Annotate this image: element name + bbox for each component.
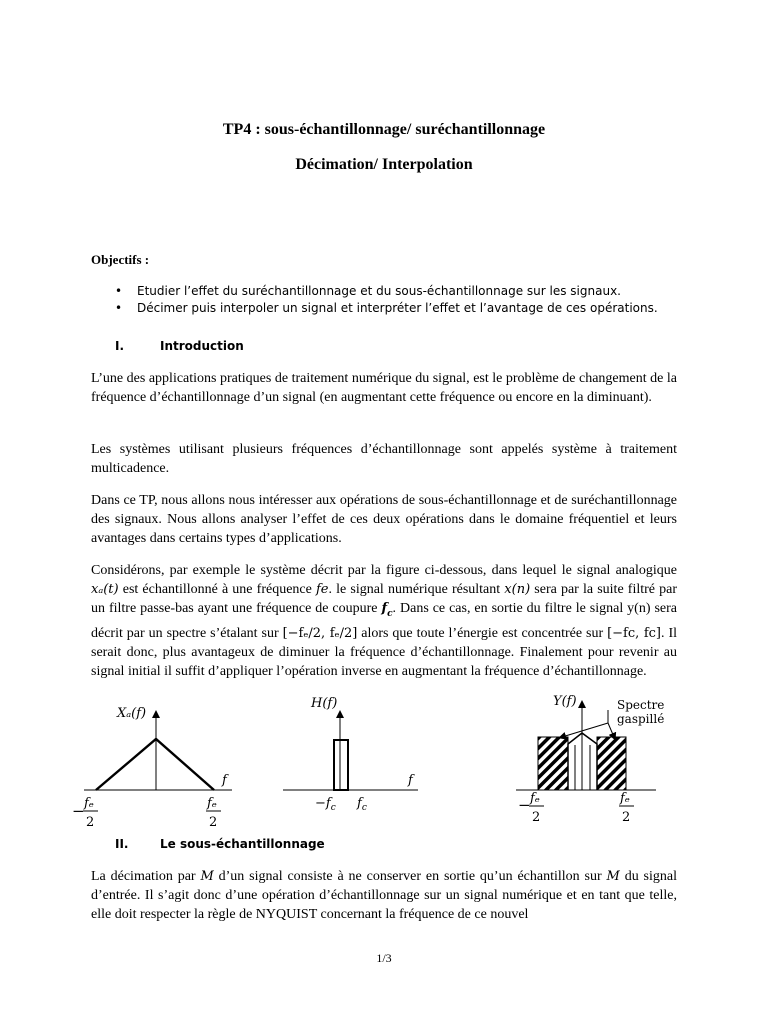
- text-run: du signal d’entrée. Il s’agit donc d’une opération d’échantillonnage sur un signal numérique et en tant que telle, elle doit respecter la règle de NYQUIST concernant la fréquence de ce nouvel: [91, 869, 678, 922]
- label-minus-f: −f: [315, 796, 331, 811]
- xlabel-f: f: [222, 773, 227, 788]
- intro-paragraph-1: L’une des applications pratiques de traitement numérique du signal, est le problème de changement de la fréquence d’échantillonnage d’un signal (en augmentant cette fréquence ou encore en la diminuant).: [91, 371, 677, 405]
- math-fe: fe: [315, 582, 329, 597]
- spectrum-figures: [0, 690, 768, 830]
- xlabel-f: f: [408, 773, 413, 788]
- list-item-text: Etudier l’effet du suréchantillonnage et du sous-échantillonnage sur les signaux.: [137, 284, 621, 298]
- figure-xa-spectrum: [72, 706, 232, 830]
- math-x-n: x(n): [504, 582, 531, 597]
- objectifs-list: [91, 283, 677, 317]
- text-run: d’un signal consiste à ne conserver en sortie qu’un échantillon sur: [213, 869, 607, 884]
- ylabel-y: Y(f): [553, 694, 577, 709]
- page-number: 1/3: [376, 951, 392, 965]
- wasted-spectrum-left: [538, 737, 568, 790]
- text-run: . Il serait donc, plus avantageux de diminuer la fréquence d’échantillonnage. Finalement pour revenir au signal initial il suffit d’appliquer l’opération inverse en augmentant la fréquence d’échantillonnage.: [91, 625, 677, 679]
- intro-paragraph-4: [91, 561, 677, 681]
- section-heading-introduction: [115, 339, 244, 353]
- text-run: alors que toute l’énergie est concentrée sur: [357, 625, 608, 641]
- minus-sign: −: [72, 802, 85, 820]
- section-number: II.: [115, 837, 129, 851]
- label-denominator: 2: [86, 815, 95, 830]
- text-run: Considérons, par exemple le système décrit par la figure ci-dessous, dans lequel le signal analogique: [91, 563, 677, 578]
- math-m: M: [606, 869, 620, 884]
- math-interval-fc: [−fc, fc]: [607, 625, 661, 641]
- annotation-spectre: Spectre: [617, 698, 665, 712]
- text-run: . Dans ce cas, en sortie du filtre le signal y(n) sera décrit par un spectre s’étalant sur: [91, 601, 677, 641]
- section-title: Introduction: [160, 339, 244, 353]
- label-fc: [356, 796, 367, 813]
- label-denominator: 2: [622, 810, 631, 825]
- label-subscript: c: [361, 803, 367, 813]
- label-fe-numerator: fₑ: [84, 796, 94, 811]
- objectifs-heading: Objectifs :: [91, 252, 150, 267]
- label-fe-numerator: fₑ: [620, 791, 630, 806]
- label-fe-numerator: fₑ: [530, 791, 540, 806]
- annotation-arrow-right: [608, 723, 614, 737]
- label-minus-fc: [315, 796, 336, 813]
- intro-paragraph-3: Dans ce TP, nous allons nous intéresser aux opérations de sous-échantillonnage et de suréchantillonnage des signaux. Nous allons analyser l’effet de ces deux opérations dans le domaine fréquentiel et leurs avantages dans certains types d’applications.: [91, 493, 677, 546]
- ylabel-xa: Xₐ(f): [117, 706, 147, 721]
- section-number: I.: [115, 339, 125, 353]
- list-item: [91, 300, 677, 317]
- list-item-text: Décimer puis interpoler un signal et interpréter l’effet et l’avantage de ces opérations.: [137, 301, 658, 315]
- triangle-spectrum: [96, 739, 214, 790]
- minus-sign: −: [518, 796, 531, 814]
- math-interval-fe: [−fₑ/2, fₑ/2]: [282, 625, 358, 641]
- section-heading-sous-echantillonnage: [115, 837, 325, 851]
- text-run: La décimation par: [91, 869, 201, 884]
- intro-paragraph-2: Les systèmes utilisant plusieurs fréquences d’échantillonnage sont appelés système à traitement multicadence.: [91, 442, 677, 476]
- bullet-icon: •: [115, 284, 123, 298]
- decimation-paragraph: [91, 867, 677, 924]
- math-fc-subscript: c: [387, 608, 393, 619]
- document-title: TP4 : sous-échantillonnage/ suréchantillonnage: [222, 121, 546, 138]
- text-run: est échantillonné à une fréquence: [118, 582, 316, 597]
- annotation-gaspille: gaspillé: [617, 712, 665, 726]
- list-item: [91, 283, 677, 300]
- math-xa-t: xₐ(t): [91, 582, 119, 597]
- document-subtitle: Décimation/ Interpolation: [295, 156, 473, 173]
- ylabel-h: H(f): [311, 696, 338, 711]
- wasted-spectrum-right: [597, 737, 626, 790]
- text-run: . le signal numérique résultant: [328, 582, 505, 597]
- label-fe-numerator: fₑ: [207, 796, 217, 811]
- section-title: Le sous-échantillonnage: [160, 837, 325, 851]
- text-run: sera par la suite filtré par un filtre passe-bas ayant une fréquence de coupure: [91, 582, 678, 616]
- label-denominator: 2: [209, 815, 218, 830]
- figure-filter-response: [283, 696, 418, 813]
- bullet-icon: •: [115, 301, 123, 315]
- math-fc: f: [381, 601, 388, 616]
- label-denominator: 2: [532, 810, 541, 825]
- figure-y-spectrum: [516, 694, 664, 825]
- math-m: M: [200, 869, 214, 884]
- filter-passband: [334, 740, 348, 790]
- label-subscript: c: [330, 803, 336, 813]
- label-f: f: [357, 796, 362, 811]
